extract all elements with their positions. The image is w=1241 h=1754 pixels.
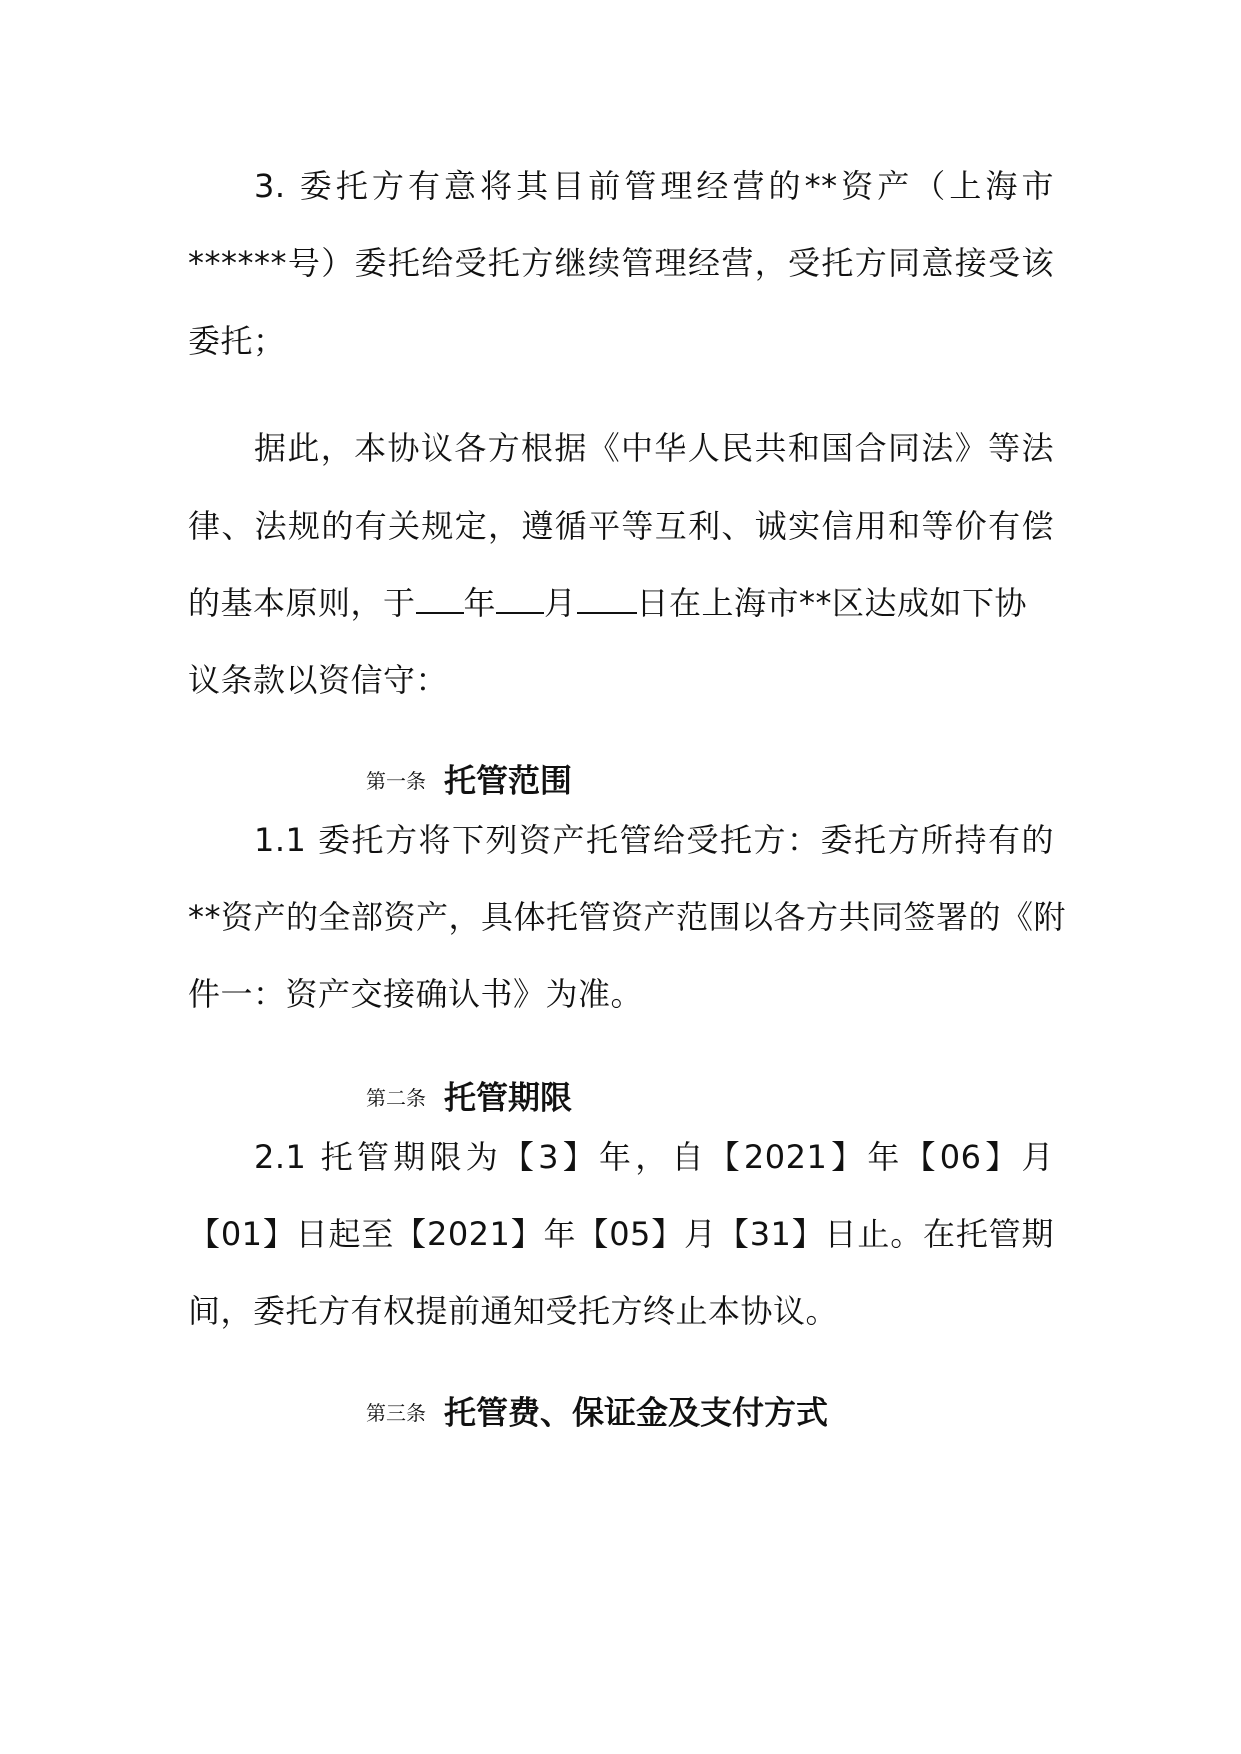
paragraph-3-line-2: ******号）委托给受托方继续管理经营，受托方同意接受该 (188, 244, 1054, 282)
basis-line-4: 议条款以资信守： (188, 661, 449, 699)
article-1-line-3: 件一：资产交接确认书》为准。 (188, 975, 644, 1013)
basis-month-label: 月 (544, 584, 577, 622)
basis-line-3-prefix: 的基本原则，于 (188, 584, 416, 622)
date-year-blank (416, 582, 464, 614)
basis-line-1: 据此，本协议各方根据《中华人民共和国合同法》等法 (254, 429, 1054, 467)
article-1-heading (366, 758, 572, 802)
article-1-number: 第一条 (366, 768, 426, 793)
basis-year-label: 年 (463, 584, 497, 622)
article-2-line-3: 间，委托方有权提前通知受托方终止本协议。 (188, 1292, 839, 1330)
basis-line-3-suffix: 日在上海市**区达成如下协 (636, 584, 1028, 622)
article-2-number: 第二条 (366, 1085, 426, 1110)
article-2-line-2: 【01】日起至【2021】年【05】月【31】日止。在托管期 (188, 1215, 1054, 1253)
article-3-number: 第三条 (366, 1400, 426, 1425)
article-2-line-1: 2.1 托管期限为【3】年，自【2021】年【06】月 (254, 1138, 1054, 1176)
paragraph-3-line-3: 委托； (188, 322, 286, 360)
date-day-blank (577, 582, 637, 614)
article-1-line-2: **资产的全部资产，具体托管资产范围以各方共同签署的《附 (188, 898, 1067, 936)
basis-line-3 (188, 581, 1054, 625)
article-1-title: 托管范围 (444, 761, 573, 800)
date-month-blank (496, 582, 544, 614)
article-3-heading (366, 1390, 828, 1434)
basis-line-2: 律、法规的有关规定，遵循平等互利、诚实信用和等价有偿 (188, 507, 1054, 545)
paragraph-3-line-1: 3. 委托方有意将其目前管理经营的**资产（上海市 (254, 167, 1054, 205)
article-3-title: 托管费、保证金及支付方式 (444, 1393, 829, 1432)
article-1-line-1: 1.1 委托方将下列资产托管给受托方：委托方所持有的 (254, 821, 1054, 859)
article-2-heading (366, 1075, 572, 1119)
article-2-title: 托管期限 (444, 1078, 573, 1117)
